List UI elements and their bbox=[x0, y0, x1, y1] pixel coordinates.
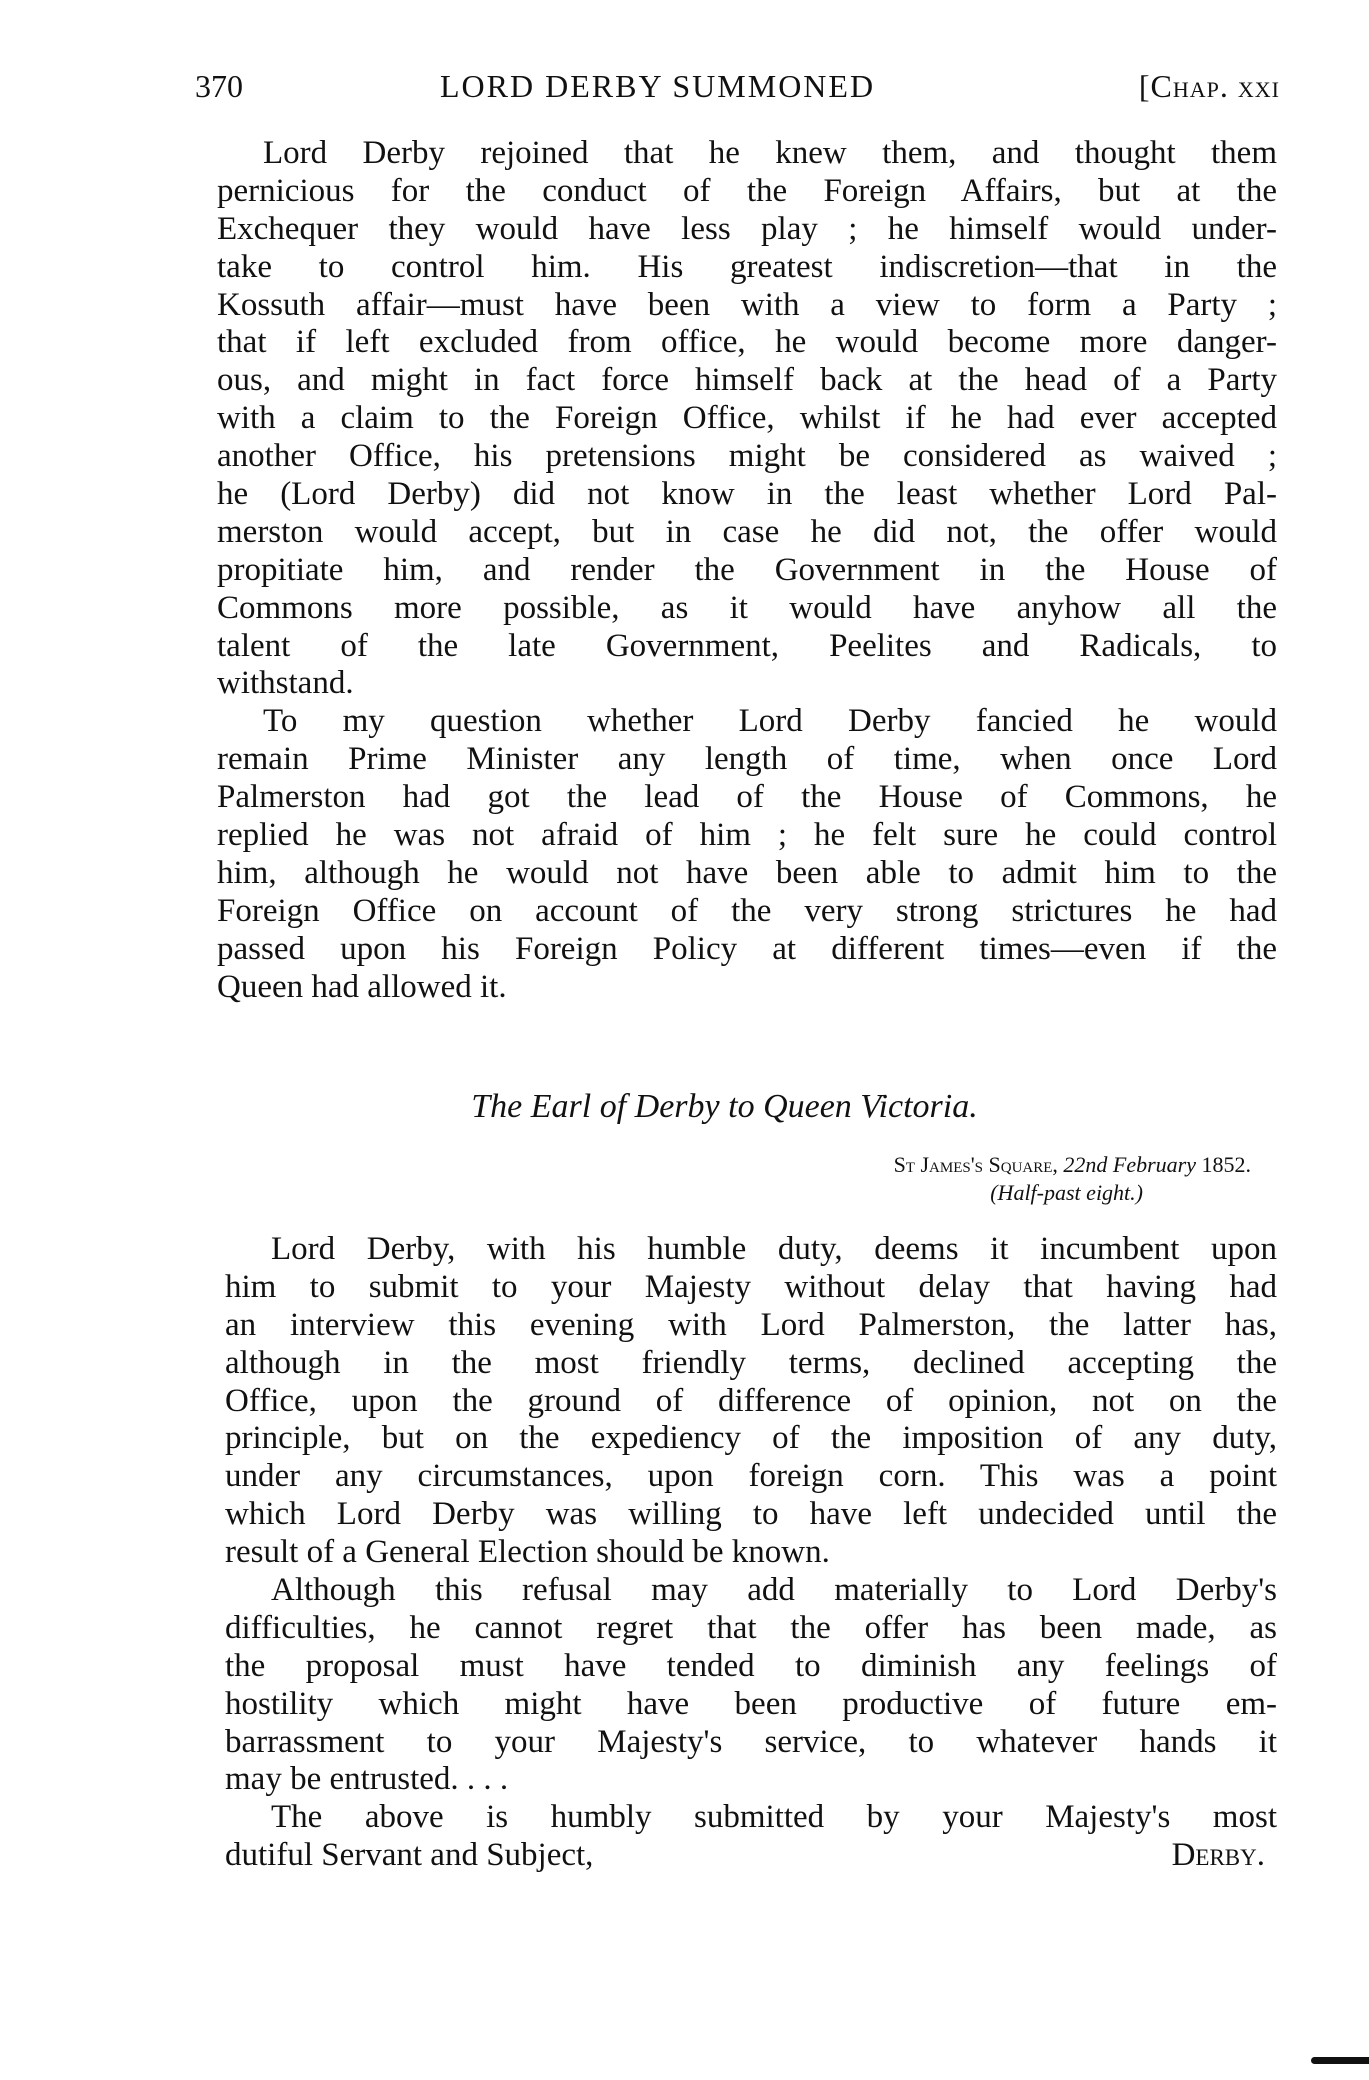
text-line: replied he was not afraid of him ; he felt sure he could control bbox=[217, 817, 1277, 854]
text-line: withstand. bbox=[217, 665, 354, 702]
closing-line bbox=[225, 1837, 1277, 1875]
text-line: him to submit to your Majesty without delay that having had bbox=[225, 1268, 1277, 1305]
letter-title: The Earl of Derby to Queen Victoria. bbox=[471, 1088, 978, 1125]
text-line: difficulties, he cannot regret that the offer has been made, as bbox=[225, 1609, 1277, 1646]
text-line: Palmerston had got the lead of the House of Commons, he bbox=[217, 779, 1277, 816]
text-line: Commons more possible, as it would have anyhow all the bbox=[217, 589, 1277, 626]
page-number: 370 bbox=[195, 68, 243, 104]
text-line: Exchequer they would have less play ; he himself would under- bbox=[217, 210, 1277, 247]
letter-time: (Half-past eight.) bbox=[990, 1180, 1143, 1205]
text-line: Office, upon the ground of difference of opinion, not on the bbox=[225, 1382, 1277, 1419]
text-line: may be entrusted. . . . bbox=[225, 1761, 509, 1798]
text-line: him, although he would not have been able to admit him to the bbox=[217, 854, 1277, 891]
text-line: principle, but on the expediency of the imposition of any duty, bbox=[225, 1420, 1277, 1457]
letter-place-date bbox=[894, 1152, 1251, 1178]
chapter-label: [Chap. xxi bbox=[1138, 68, 1280, 104]
text-line: ous, and might in fact force himself back at the head of a Party bbox=[217, 362, 1277, 399]
text-line: Kossuth affair—must have been with a view to form a Party ; bbox=[217, 286, 1277, 323]
letter-year: 1852. bbox=[1196, 1152, 1251, 1177]
signature: Derby. bbox=[1171, 1837, 1265, 1874]
text-line: barrassment to your Majesty's service, to whatever hands it bbox=[225, 1723, 1277, 1760]
text-line: take to control him. His greatest indiscretion—that in the bbox=[217, 248, 1277, 285]
text-line: passed upon his Foreign Policy at different times—even if the bbox=[217, 930, 1277, 967]
text-line: result of a General Election should be known. bbox=[225, 1534, 830, 1571]
text-line: Foreign Office on account of the very strong strictures he had bbox=[217, 892, 1277, 929]
text-line: the proposal must have tended to diminish any feelings of bbox=[225, 1647, 1277, 1684]
page-edge-mark bbox=[1311, 2057, 1369, 2064]
text-line: Lord Derby rejoined that he knew them, and thought them bbox=[263, 135, 1277, 171]
text-line: that if left excluded from office, he would become more danger- bbox=[217, 324, 1277, 361]
text-line: although in the most friendly terms, declined accepting the bbox=[225, 1344, 1277, 1381]
text-line: another Office, his pretensions might be considered as waived ; bbox=[217, 438, 1277, 475]
text-line: which Lord Derby was willing to have left undecided until the bbox=[225, 1496, 1277, 1533]
text-line: with a claim to the Foreign Office, whilst if he had ever accepted bbox=[217, 400, 1277, 437]
text-line: propitiate him, and render the Government in the House of bbox=[217, 551, 1277, 588]
letter-body bbox=[225, 1231, 1277, 1875]
text-line: merston would accept, but in case he did not, the offer would bbox=[217, 513, 1277, 550]
text-line: The above is humbly submitted by your Majesty's most bbox=[271, 1799, 1277, 1836]
running-header bbox=[195, 68, 1280, 112]
text-line: he (Lord Derby) did not know in the least whether Lord Pal- bbox=[217, 476, 1277, 513]
narrative-text bbox=[217, 135, 1277, 1006]
letter-date: 22nd February bbox=[1063, 1152, 1196, 1177]
text-line: Queen had allowed it. bbox=[217, 968, 507, 1005]
text-line: To my question whether Lord Derby fancied he would bbox=[263, 703, 1277, 740]
letter-place: St James's Square, bbox=[893, 1152, 1064, 1177]
closing: dutiful Servant and Subject, bbox=[225, 1837, 594, 1874]
text-line: hostility which might have been productive of future em- bbox=[225, 1685, 1277, 1722]
text-line: talent of the late Government, Peelites and Radicals, to bbox=[217, 627, 1277, 664]
text-line: Lord Derby, with his humble duty, deems it incumbent upon bbox=[271, 1231, 1277, 1267]
text-line: an interview this evening with Lord Palmerston, the latter has, bbox=[225, 1306, 1277, 1343]
text-line: pernicious for the conduct of the Foreign Affairs, but at the bbox=[217, 172, 1277, 209]
running-title: LORD DERBY SUMMONED bbox=[440, 68, 876, 104]
text-line: Although this refusal may add materially to Lord Derby's bbox=[271, 1572, 1277, 1609]
text-line: under any circumstances, upon foreign corn. This was a point bbox=[225, 1458, 1277, 1495]
text-line: remain Prime Minister any length of time, when once Lord bbox=[217, 741, 1277, 778]
